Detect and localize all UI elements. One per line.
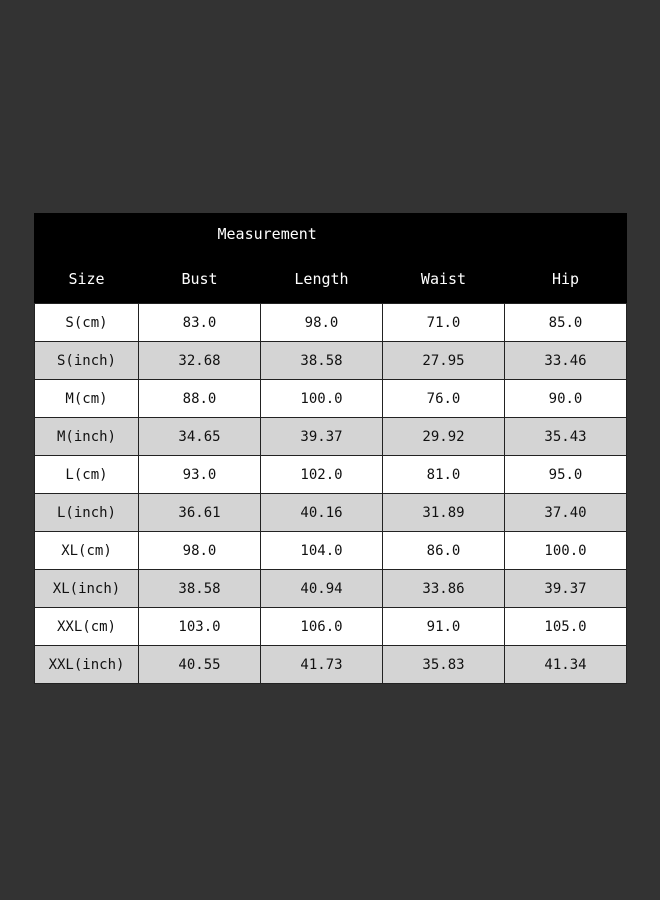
table-row bbox=[35, 608, 627, 646]
table-row bbox=[35, 494, 627, 532]
waist-cell: 71.0 bbox=[383, 304, 505, 342]
bust-cell: 88.0 bbox=[139, 380, 261, 418]
waist-cell: 81.0 bbox=[383, 456, 505, 494]
table-row bbox=[35, 304, 627, 342]
table-row bbox=[35, 456, 627, 494]
size-cell: L(inch) bbox=[35, 494, 139, 532]
waist-cell: 31.89 bbox=[383, 494, 505, 532]
bust-cell: 38.58 bbox=[139, 570, 261, 608]
size-cell: XXL(inch) bbox=[35, 646, 139, 684]
hip-cell: 90.0 bbox=[505, 380, 627, 418]
table-row bbox=[35, 570, 627, 608]
table-row bbox=[35, 380, 627, 418]
column-header-size: Size bbox=[35, 255, 139, 304]
bust-cell: 34.65 bbox=[139, 418, 261, 456]
length-cell: 40.94 bbox=[261, 570, 383, 608]
hip-cell: 100.0 bbox=[505, 532, 627, 570]
header-row bbox=[35, 255, 627, 304]
bust-cell: 83.0 bbox=[139, 304, 261, 342]
size-cell: XXL(cm) bbox=[35, 608, 139, 646]
size-cell: M(cm) bbox=[35, 380, 139, 418]
size-cell: M(inch) bbox=[35, 418, 139, 456]
hip-cell: 85.0 bbox=[505, 304, 627, 342]
length-cell: 100.0 bbox=[261, 380, 383, 418]
length-cell: 38.58 bbox=[261, 342, 383, 380]
waist-cell: 27.95 bbox=[383, 342, 505, 380]
length-cell: 39.37 bbox=[261, 418, 383, 456]
waist-cell: 76.0 bbox=[383, 380, 505, 418]
waist-cell: 91.0 bbox=[383, 608, 505, 646]
hip-cell: 41.34 bbox=[505, 646, 627, 684]
waist-cell: 29.92 bbox=[383, 418, 505, 456]
waist-cell: 35.83 bbox=[383, 646, 505, 684]
bust-cell: 36.61 bbox=[139, 494, 261, 532]
table-row bbox=[35, 646, 627, 684]
table-row bbox=[35, 532, 627, 570]
length-cell: 106.0 bbox=[261, 608, 383, 646]
waist-cell: 33.86 bbox=[383, 570, 505, 608]
bust-cell: 98.0 bbox=[139, 532, 261, 570]
column-header-bust: Bust bbox=[139, 255, 261, 304]
size-cell: S(inch) bbox=[35, 342, 139, 380]
length-cell: 102.0 bbox=[261, 456, 383, 494]
bust-cell: 32.68 bbox=[139, 342, 261, 380]
waist-cell: 86.0 bbox=[383, 532, 505, 570]
hip-cell: 33.46 bbox=[505, 342, 627, 380]
length-cell: 40.16 bbox=[261, 494, 383, 532]
hip-cell: 105.0 bbox=[505, 608, 627, 646]
size-cell: XL(inch) bbox=[35, 570, 139, 608]
hip-cell: 37.40 bbox=[505, 494, 627, 532]
length-cell: 104.0 bbox=[261, 532, 383, 570]
column-header-hip: Hip bbox=[505, 255, 627, 304]
size-cell: L(cm) bbox=[35, 456, 139, 494]
size-cell: S(cm) bbox=[35, 304, 139, 342]
table-row bbox=[35, 342, 627, 380]
hip-cell: 39.37 bbox=[505, 570, 627, 608]
table-title: Measurement bbox=[35, 213, 627, 255]
length-cell: 98.0 bbox=[261, 304, 383, 342]
title-row bbox=[35, 213, 627, 255]
hip-cell: 35.43 bbox=[505, 418, 627, 456]
length-cell: 41.73 bbox=[261, 646, 383, 684]
column-header-length: Length bbox=[261, 255, 383, 304]
hip-cell: 95.0 bbox=[505, 456, 627, 494]
bust-cell: 40.55 bbox=[139, 646, 261, 684]
size-cell: XL(cm) bbox=[35, 532, 139, 570]
bust-cell: 93.0 bbox=[139, 456, 261, 494]
bust-cell: 103.0 bbox=[139, 608, 261, 646]
column-header-waist: Waist bbox=[383, 255, 505, 304]
size-chart-table bbox=[34, 213, 627, 684]
table-row bbox=[35, 418, 627, 456]
